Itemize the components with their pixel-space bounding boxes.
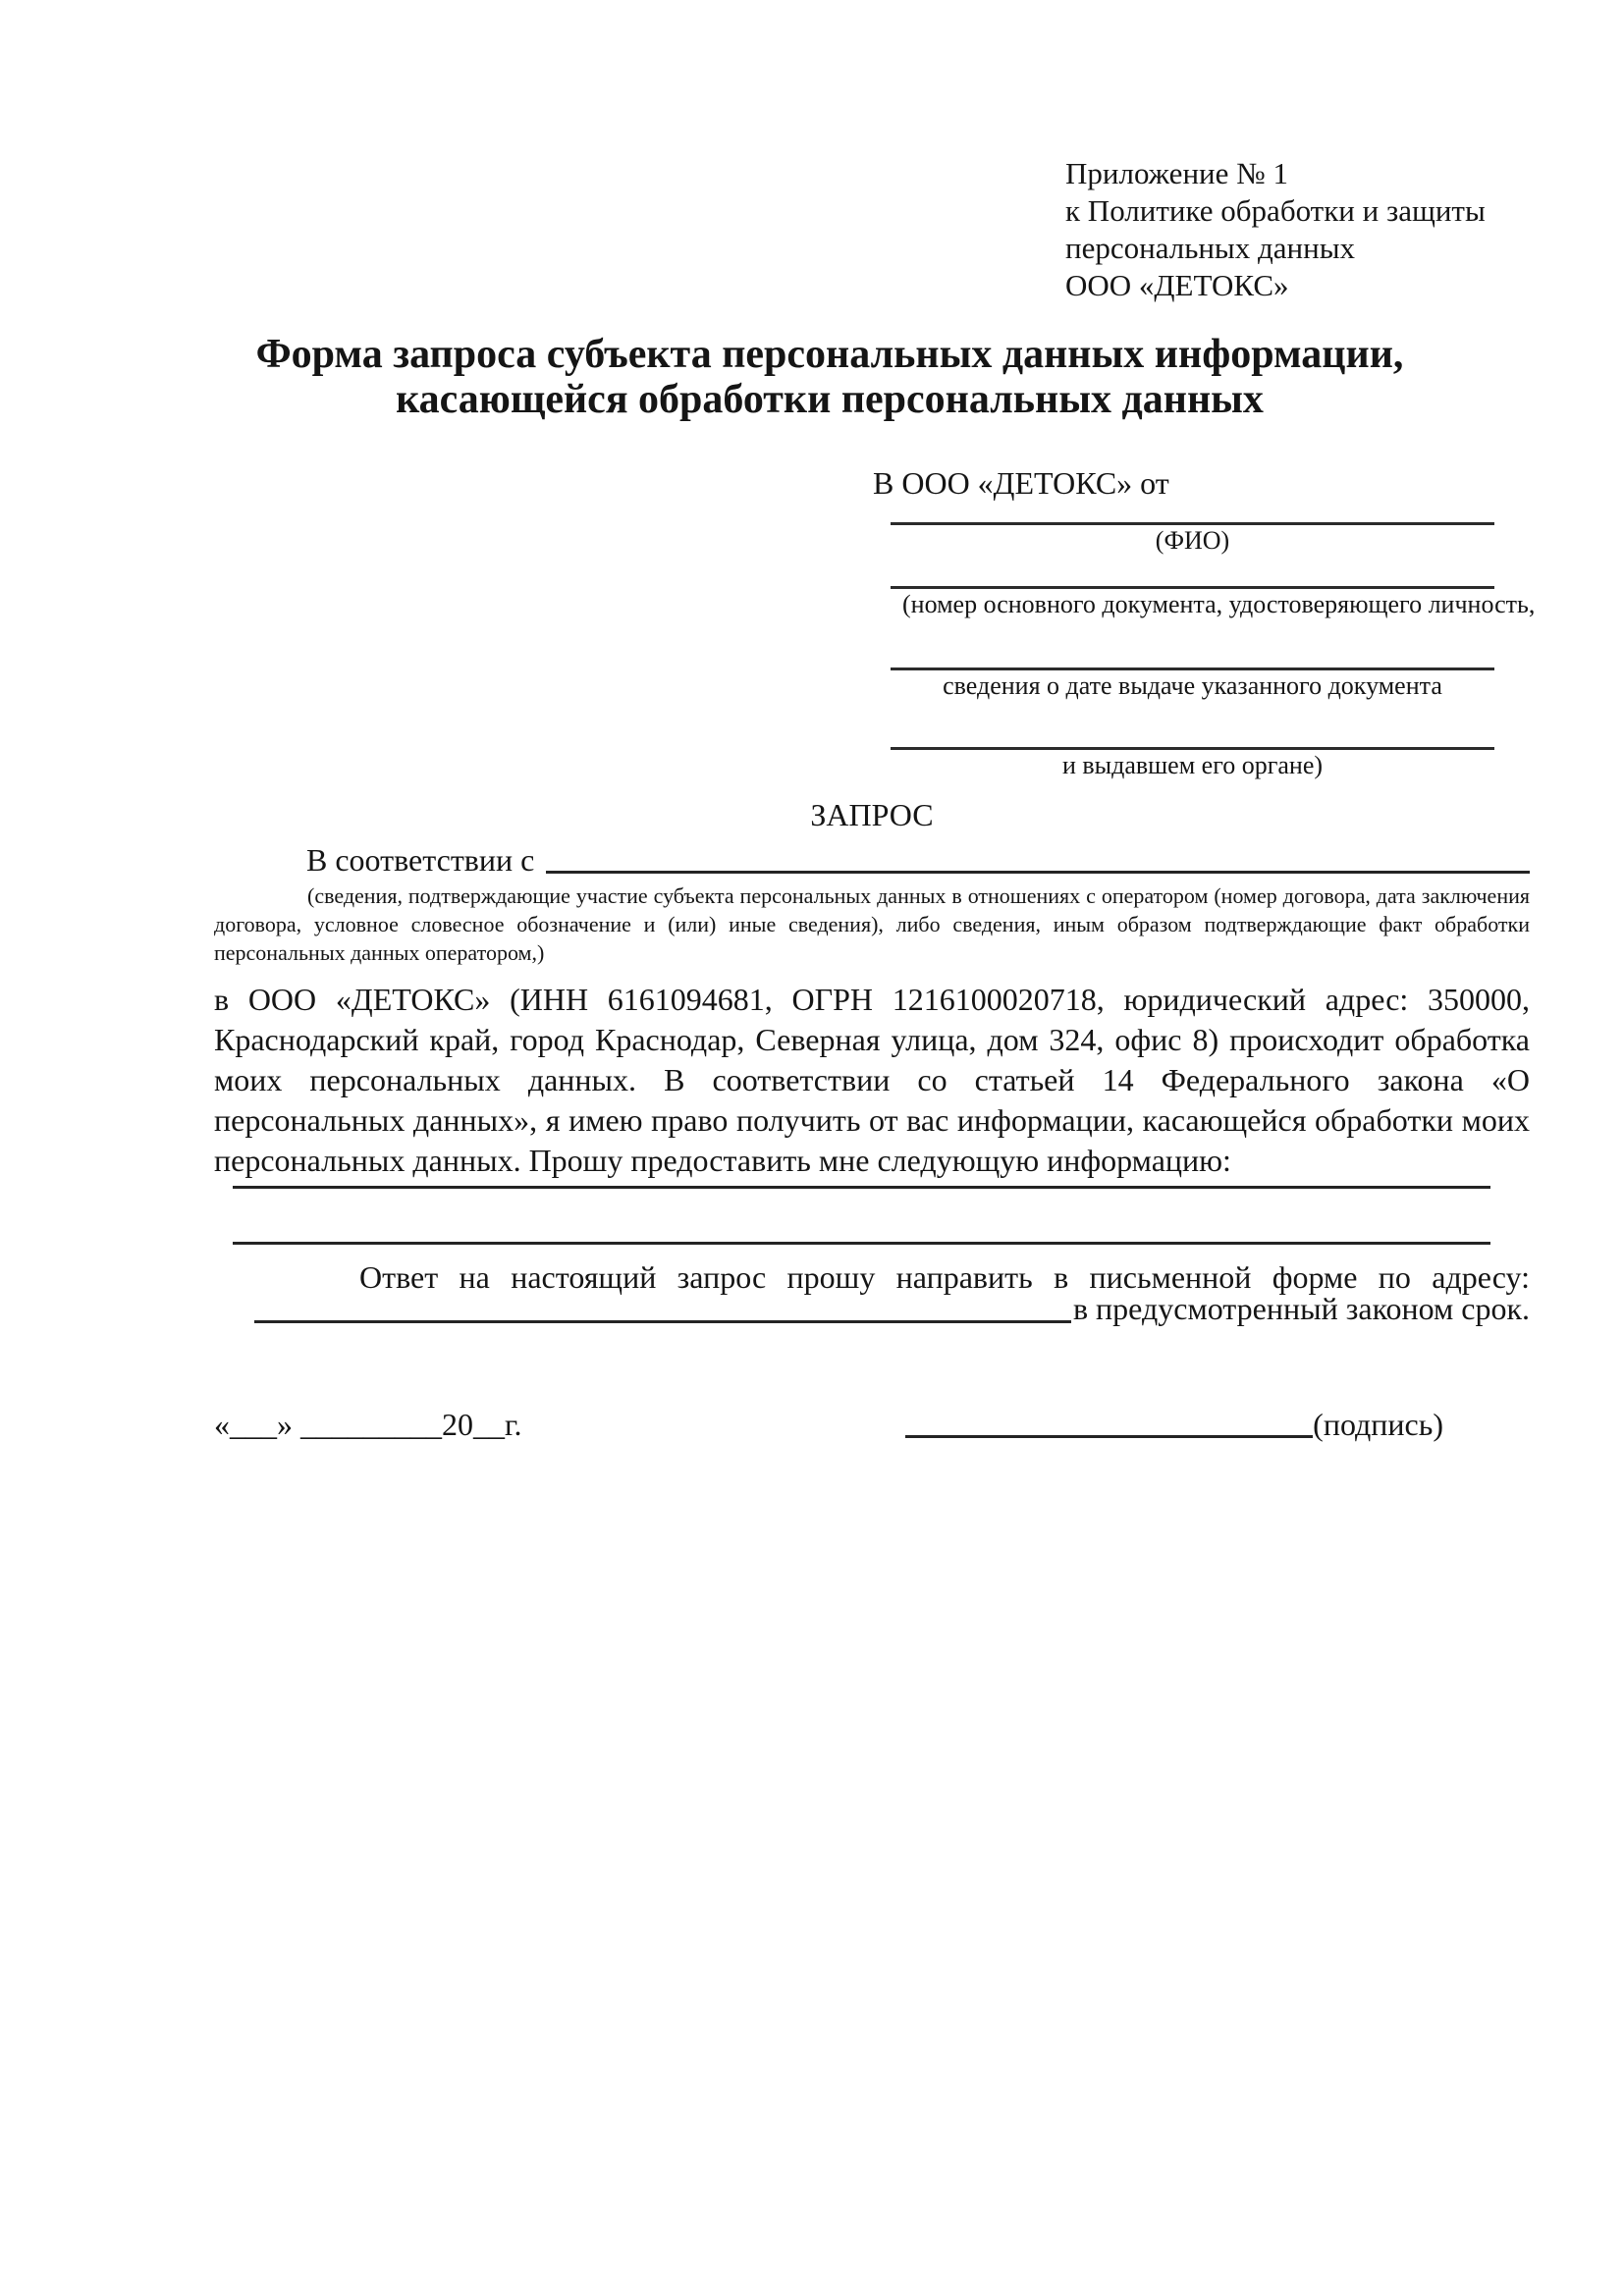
date-signature-row — [214, 1404, 1443, 1445]
appendix-line: персональных данных — [1065, 231, 1356, 265]
form-title — [130, 332, 1530, 422]
doc-number-caption: (номер основного документа, удостоверяющего личность, — [902, 590, 1536, 618]
date-blank: «___» _________20__г. — [214, 1407, 522, 1442]
appendix-line: к Политике обработки и защиты — [1065, 193, 1486, 228]
signature-fill-line — [905, 1435, 1313, 1438]
info-fill-line-1 — [233, 1186, 1490, 1189]
basis-fill-line — [546, 871, 1530, 874]
reply-address-row — [214, 1289, 1530, 1329]
basis-lead-in — [214, 840, 1530, 880]
reply-deadline-text: в предусмотренный законом срок. — [1072, 1291, 1530, 1326]
request-body: в ООО «ДЕТОКС» (ИНН 6161094681, ОГРН 1216100020718, юридический адрес: 350000, Краснодарский край, город Краснодар, Северная улица, дом 324, офис 8) происходит обработка моих персональных данных. В соответствии со статьей 14 Федерального закона «О персональных данных», я имею право получить от вас информации, касающейся обработки моих персональных данных. Прошу предоставить мне следующую информацию: — [214, 982, 1530, 1178]
issue-date-caption: сведения о дате выдаче указанного документа — [943, 671, 1442, 700]
signature-group — [905, 1404, 1443, 1445]
reply-request-line: Ответ на настоящий запрос прошу направить в письменной форме по адресу: — [359, 1259, 1530, 1295]
signature-caption: (подпись) — [1313, 1407, 1443, 1442]
form-title-line-2: касающейся обработки персональных данных — [396, 377, 1264, 422]
request-heading: ЗАПРОС — [810, 797, 934, 832]
appendix-line: ООО «ДЕТОКС» — [1065, 268, 1289, 302]
basis-note: (сведения, подтверждающие участие субъекта персональных данных в отношениях с оператором (номер договора, дата заключения договора, условное словесное обозначение и (или) иные сведения), либо сведения, иным образом подтверждающие факт обработки персональных данных оператором,) — [214, 883, 1530, 965]
form-title-line-1: Форма запроса субъекта персональных данных информации, — [255, 332, 1404, 377]
appendix-line: Приложение № 1 — [1065, 156, 1288, 190]
appendix-block — [1065, 155, 1486, 304]
reply-address-fill-line — [254, 1320, 1071, 1323]
addressee-block — [873, 463, 1536, 781]
issuing-authority-caption: и выдавшем его органе) — [1061, 751, 1324, 779]
basis-lead-in-text: В соответствии с — [306, 842, 535, 878]
addressee-to-line: В ООО «ДЕТОКС» от — [873, 465, 1169, 501]
info-fill-line-2 — [233, 1242, 1490, 1245]
fio-caption: (ФИО) — [1155, 526, 1230, 555]
